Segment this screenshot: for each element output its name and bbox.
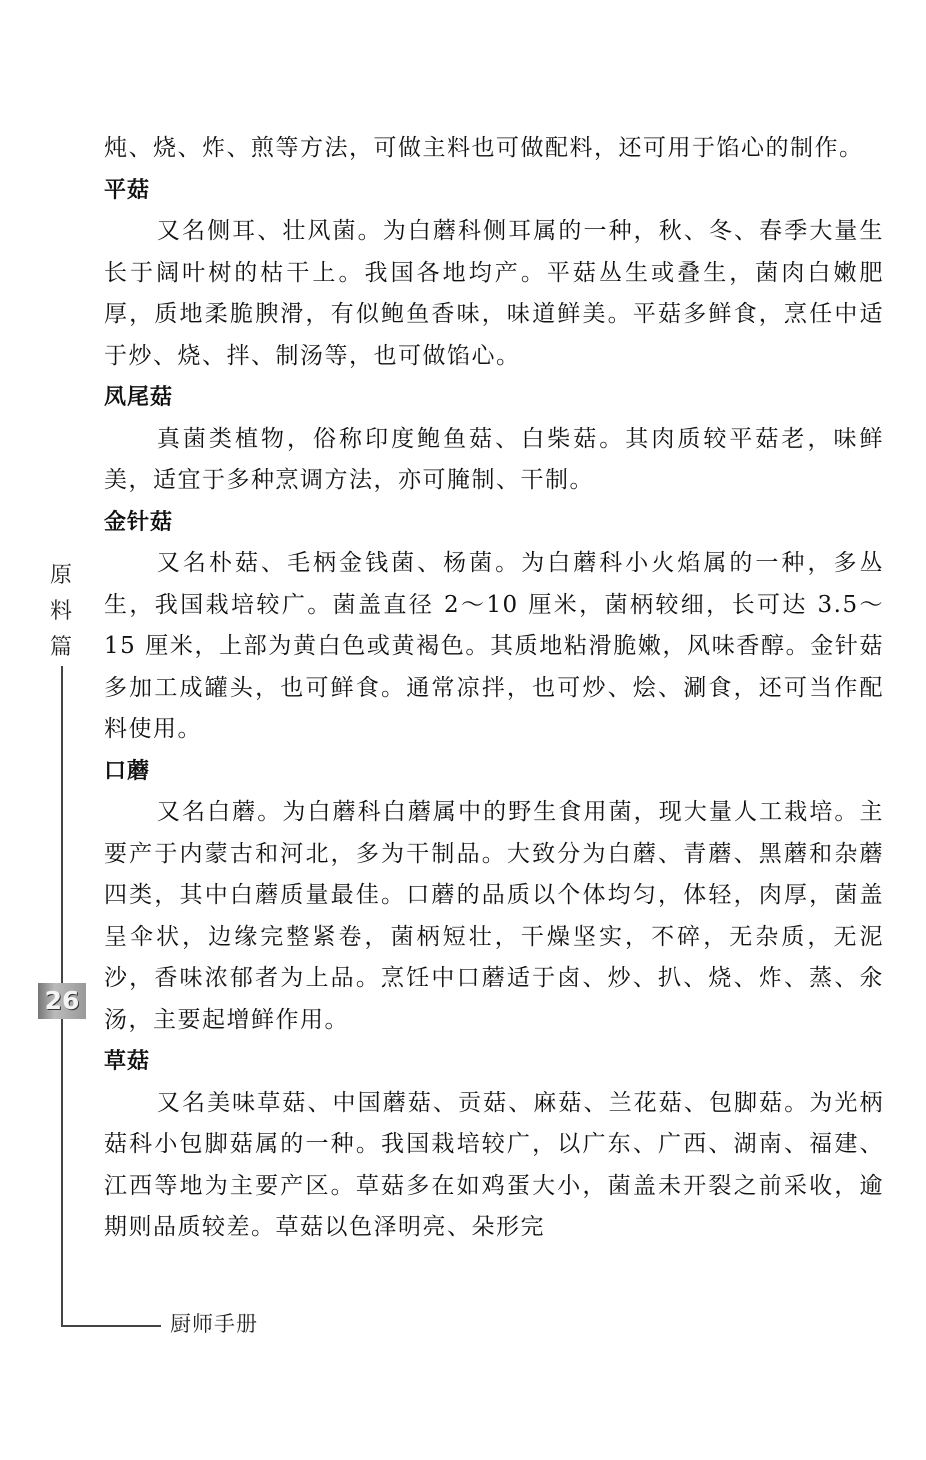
heading-koumo: 口蘑 (104, 758, 151, 784)
section-label (48, 558, 74, 666)
section-label-char: 料 (49, 599, 72, 624)
paragraph-continuation: 炖、烧、炸、煎等方法，可做主料也可做配料，还可用于馅心的制作。 (104, 135, 864, 161)
paragraph-caogu: 又名美味草菇、中国蘑菇、贡菇、麻菇、兰花菇、包脚菇。为光柄菇科小包脚菇属的一种。我国栽培较广，以广东、广西、湖南、福建、江西等地为主要产区。草菇多在如鸡蛋大小，菌盖未开裂之前采收，逾期则品质较差。草菇以色泽明亮、朵形完 (104, 1089, 884, 1240)
heading-caogu: 草菇 (104, 1049, 151, 1074)
page-body (104, 128, 884, 1249)
heading-pinggu: 平菇 (104, 177, 151, 203)
section-label-char: 篇 (49, 635, 72, 660)
paragraph-jinzhengu: 又名朴菇、毛柄金钱菌、杨菌。为白蘑科小火焰属的一种，多丛生，我国栽培较广。菌盖直径 2～10 厘米，菌柄较细，长可达 3.5～15 厘米，上部为黄白色或黄褐色。其质地粘滑脆嫩，风味香醇。金针菇多加工成罐头，也可鲜食。通常凉拌，也可炒、烩、涮食，还可当作配料使用。 (104, 550, 884, 742)
margin-rule-horizontal (61, 1325, 161, 1327)
heading-fengweigu: 凤尾菇 (104, 385, 174, 410)
page-number-badge: 26 (38, 983, 86, 1019)
paragraph-fengweigu: 真菌类植物，俗称印度鲍鱼菇、白柴菇。其肉质较平菇老，味鲜美，适宜于多种烹调方法，亦可腌制、干制。 (104, 425, 884, 493)
section-label-char: 原 (49, 563, 72, 588)
footer-book-title: 厨师手册 (170, 1312, 258, 1336)
paragraph-pinggu: 又名侧耳、壮风菌。为白蘑科侧耳属的一种，秋、冬、春季大量生长于阔叶树的枯干上。我国各地均产。平菇丛生或叠生，菌肉白嫩肥厚，质地柔脆腴滑，有似鲍鱼香味，味道鲜美。平菇多鲜食，烹任中适于炒、烧、拌、制汤等，也可做馅心。 (104, 218, 884, 369)
heading-jinzhengu: 金针菇 (104, 509, 174, 535)
paragraph-koumo: 又名白蘑。为白蘑科白蘑属中的野生食用菌，现大量人工栽培。主要产于内蒙古和河北，多为干制品。大致分为白蘑、青蘑、黑蘑和杂蘑四类，其中白蘑质量最佳。口蘑的品质以个体均匀，体轻，肉厚，菌盖呈伞状，边缘完整紧卷，菌柄短壮，干燥坚实，不碎，无杂质，无泥沙，香味浓郁者为上品。烹饪中口蘑适于卤、炒、扒、烧、炸、蒸、氽汤，主要起增鲜作用。 (104, 799, 884, 1033)
